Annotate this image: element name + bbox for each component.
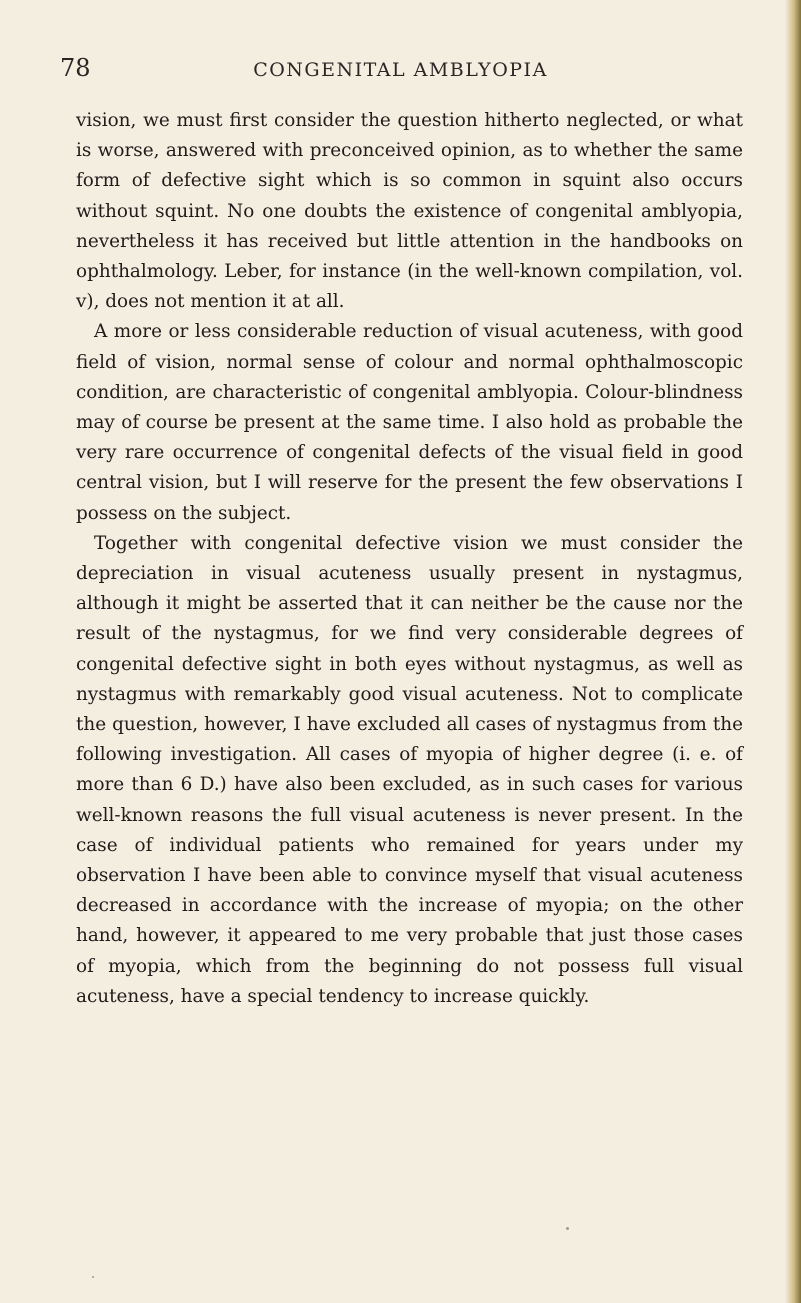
paragraph-1: vision, we must first consider the question hitherto neglected, or what is worse, answered with preconceived opinion, as to whether the same form of defective sight which is so common in squint also occurs without squint. No one doubts the existence of congenital amblyopia, nevertheless it has received but little attention in the handbooks on ophthalmology. Leber, for instance (in the well-known compilation, vol. v), does not mention it at all. — [76, 110, 743, 313]
paper-speck — [92, 1276, 94, 1278]
paper-speck — [566, 1227, 569, 1230]
running-head — [0, 52, 801, 92]
body-text — [76, 106, 743, 1012]
paragraph-3: Together with congenital defective vision we must consider the depreciation in visual acuteness usually present in nystagmus, although it might be asserted that it can neither be the cause nor the result of the nystagmus, for we find very considerable degrees of congenital defective sight in both eyes without nystagmus, as well as nystagmus with remarkably good visual acuteness. Not to complicate the question, however, I have excluded all cases of nystagmus from the following investigation. All cases of myopia of higher degree (i. e. of more than 6 D.) have also been excluded, as in such cases for various well-known reasons the full visual acuteness is never present. In the case of individual patients who remained for years under my observation I have been able to convince myself that visual acuteness decreased in accordance with the increase of myopia; on the other hand, however, it appeared to me very probable that just those cases of myopia, which from the beginning do not possess full visual acuteness, have a special tendency to increase quickly. — [76, 532, 743, 1007]
paragraph-2: A more or less considerable reduction of visual acuteness, with good field of vision, normal sense of colour and normal ophthalmoscopic condition, are characteristic of congenital amblyopia. Colour-blindness may of course be present at the same time. I also hold as probable the very rare occurrence of congenital defects of the visual field in good central vision, but I will reserve for the present the few observations I possess on the subject. — [76, 321, 743, 524]
page-number: 78 — [60, 54, 91, 82]
running-title: CONGENITAL AMBLYOPIA — [253, 59, 548, 81]
page-edge-shadow — [785, 0, 801, 1303]
